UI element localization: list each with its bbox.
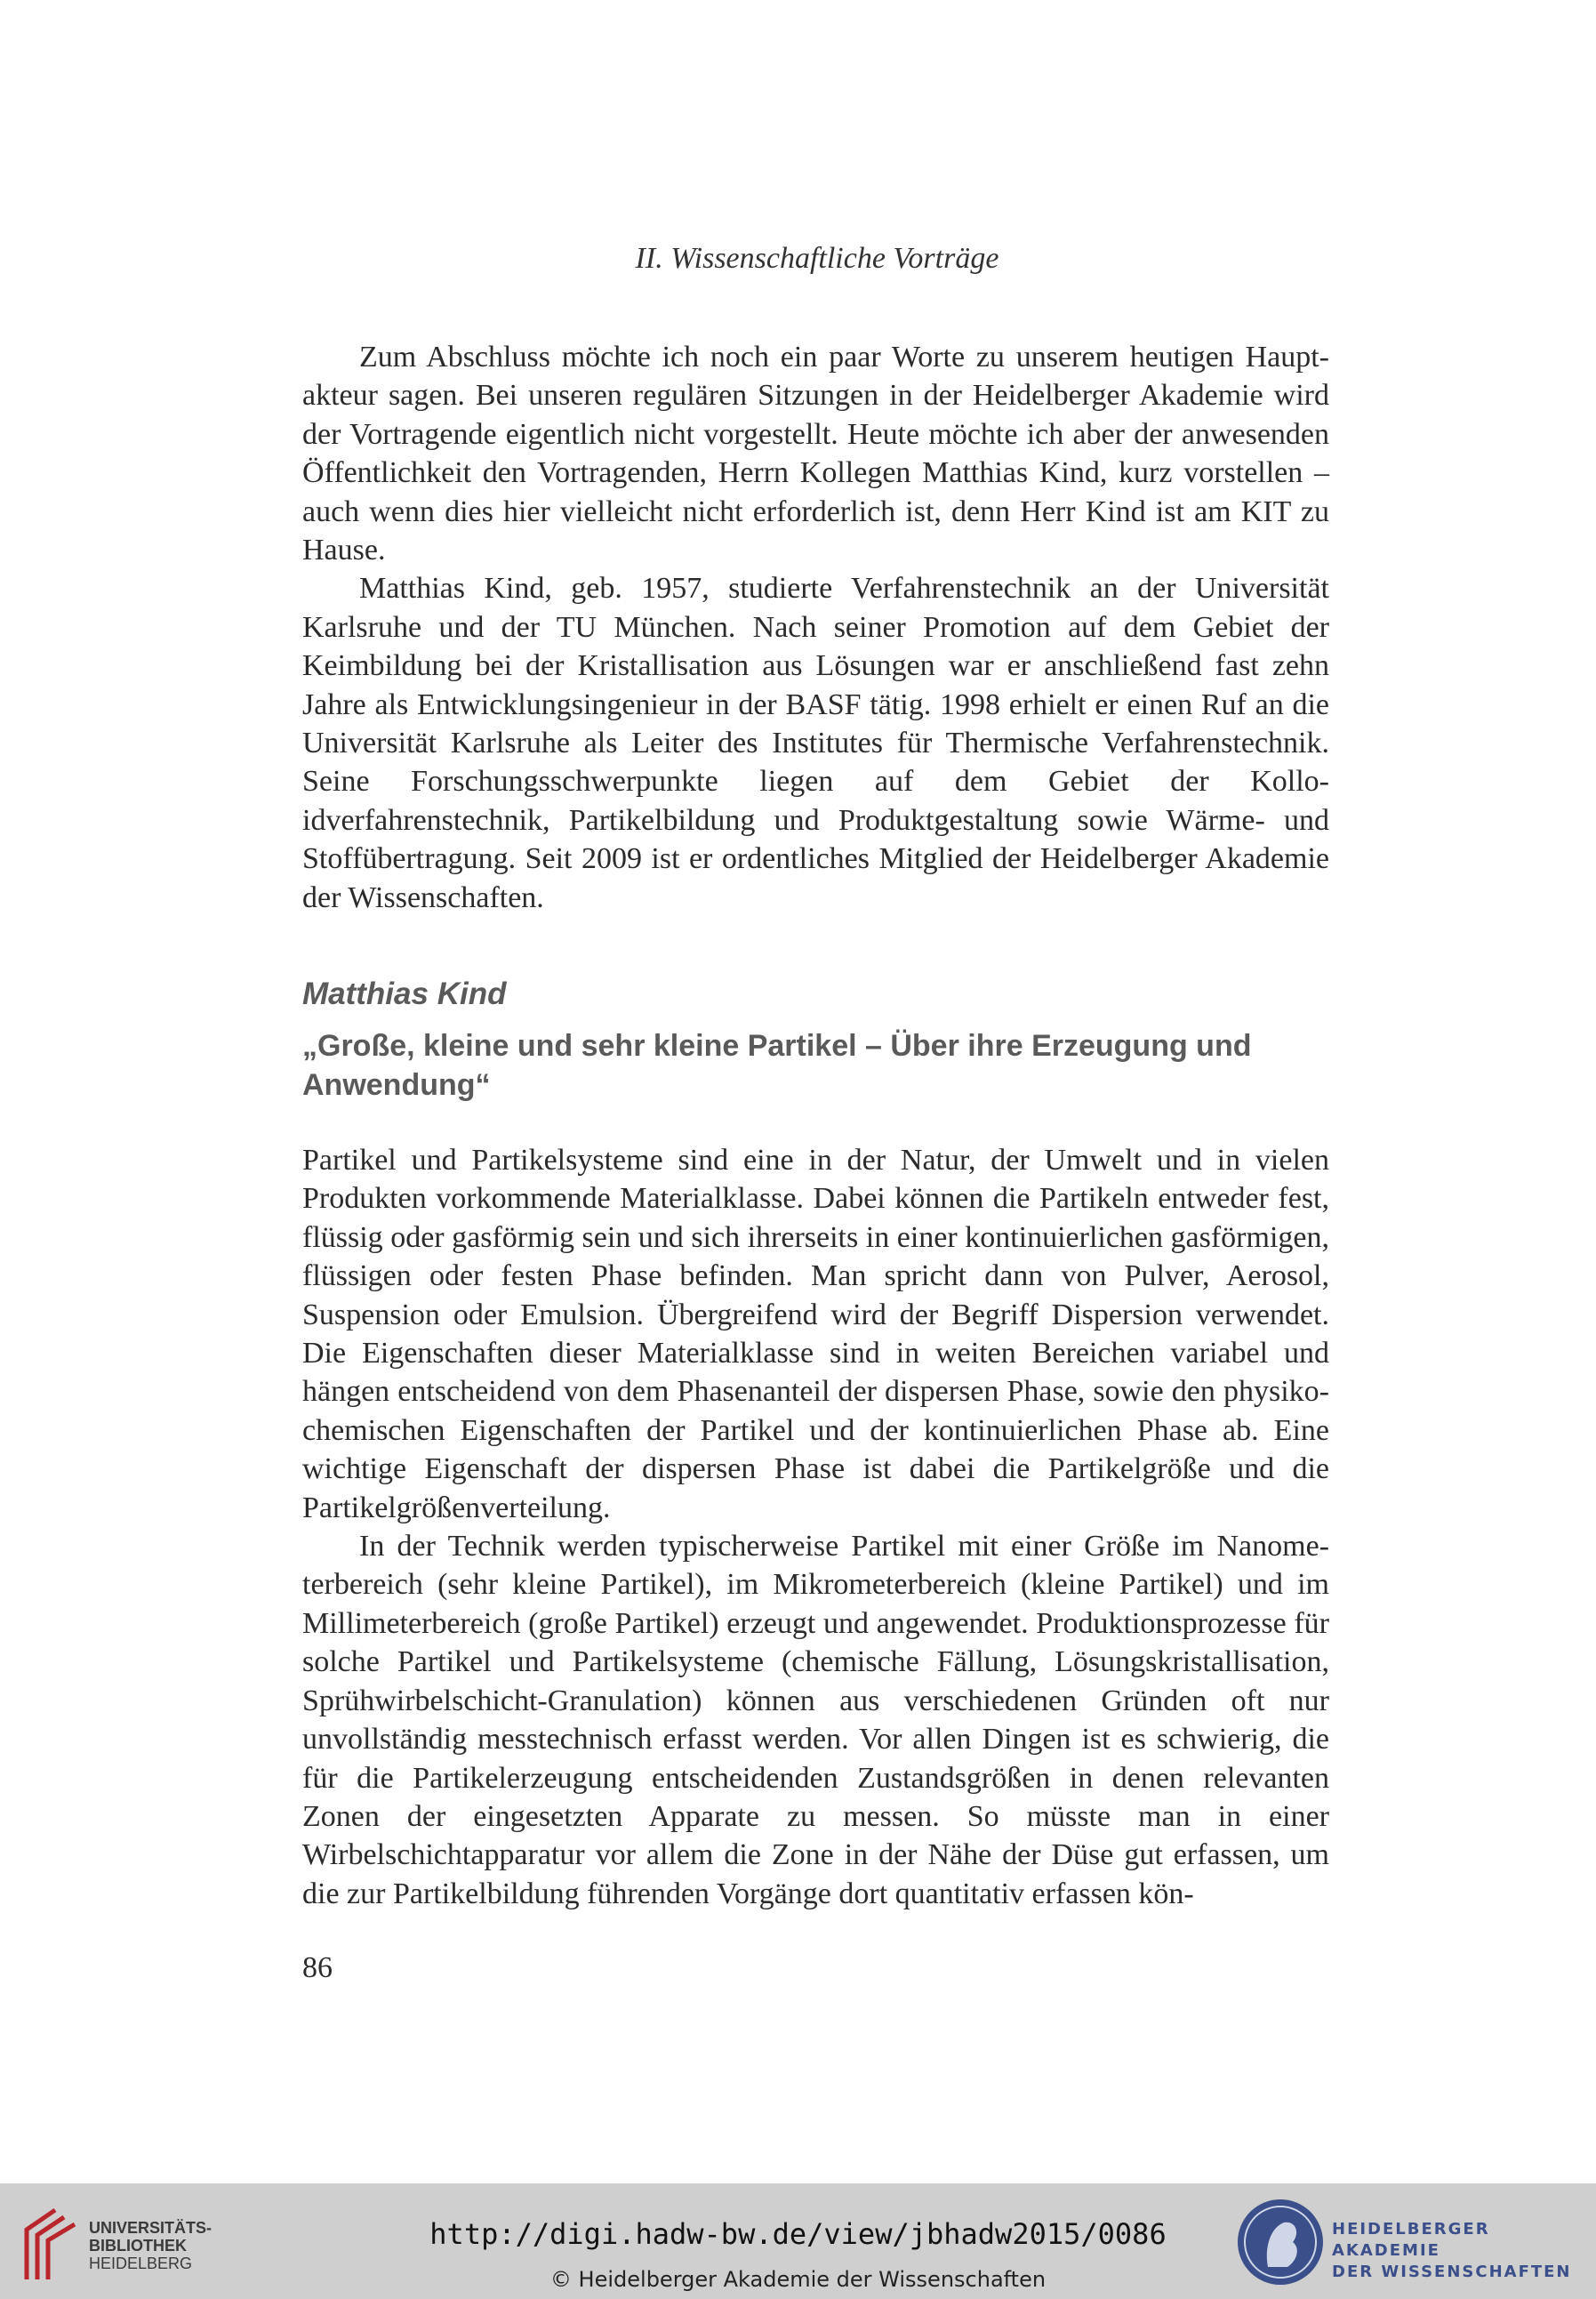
hadw-line1: HEIDELBERGER AKADEMIE xyxy=(1332,2220,1490,2260)
ub-line2: BIBLIOTHEK xyxy=(89,2237,187,2255)
body-paragraph: In der Technik werden typischerweise Partikel mit einer Größe im Nanometerbereich (sehr kleine Partikel), im Mikrometerbereich (kleine Partikel) und im Millimeterbereich (große Partikel) erzeugt und angewendet. Produktionsprozesse für solche Partikel und Partikelsysteme (chemische Fällung, Lösungskristallisation, Sprühwirbelschicht-Granulation) können aus verschiedenen Gründen oft nur unvollständig messtechnisch erfasst werden. Vor allen Dingen ist es schwierig, die für die Partikelerzeugung entscheidenden Zustandsgrößen in denen relevanten Zonen der eingesetzten Apparate zu messen. So müsste man in einer Wirbelschichtapparatur vor allem die Zone in der Nähe der Düse gut erfassen, um die zur Partikelbildung führenden Vorgänge dort quantitativ erfassen kön- xyxy=(302,1530,1329,1910)
running-header: II. Wissenschaftliche Vorträge xyxy=(635,242,999,275)
body-paragraph: Partikel und Partikelsysteme sind eine in der Natur, der Umwelt und in vielen Produkten vorkommende Materialklasse. Dabei können die Partikeln entweder fest, flüssig oder gasförmig sein und sich ihrerseits in einer kontinuierlichen gasförmigen, flüssigen oder festen Phase befinden. Man spricht dann von Pulver, Aerosol, Suspension oder Emulsion. Übergreifend wird der Begriff Dispersion verwendet. Die Eigenschaften dieser Materialklasse sind in weiten Bereichen variabel und hängen entscheidend von dem Phasenanteil der dispersen Phase, sowie den physiko-chemischen Eigenschaften der Partikel und der kontinuierlichen Phase ab. Eine wichtige Eigenschaft der dispersen Phase ist dabei die Partikelgröße und die Partikelgrößenverteilung. xyxy=(302,1144,1329,1524)
hadw-line2: DER WISSENSCHAFTEN xyxy=(1332,2263,1572,2281)
footer-bar xyxy=(0,2183,1596,2299)
ub-line3: HEIDELBERG xyxy=(89,2255,193,2272)
lecture-title: „Große, kleine und sehr kleine Partikel – Über ihre Erzeugung und Anwendung“ xyxy=(302,1029,1252,1102)
intro-section xyxy=(302,338,1329,917)
page-number: 86 xyxy=(302,1951,333,1984)
academy-seal-icon xyxy=(1234,2196,1327,2288)
author-name: Matthias Kind xyxy=(302,977,507,1011)
academy-name xyxy=(1332,2219,1596,2283)
ub-line1: UNIVERSITÄTS- xyxy=(89,2219,213,2237)
body-section xyxy=(302,1141,1329,1913)
permalink-url[interactable]: http://digi.hadw-bw.de/view/jbhadw2015/0086 xyxy=(429,2217,1167,2251)
copyright-notice: © Heidelberger Akademie der Wissenschaften xyxy=(549,2267,1047,2292)
bio-paragraph: Matthias Kind, geb. 1957, studierte Verfahrenstechnik an der Universität Karlsruhe und der TU München. Nach seiner Promotion auf dem Gebiet der Keimbildung bei der Kristallisation aus Lösungen war er anschließend fast zehn Jahre als Entwicklungsingenieur in der BASF tätig. 1998 erhielt er einen Ruf an die Universität Karlsruhe als Leiter des Institutes für Thermische Verfahrenstechnik. Seine Forschungsschwerpunkte liegen auf dem Gebiet der Kolloidverfahrenstechnik, Partikelbildung und Produktgestaltung sowie Wärme- und Stoffübertragung. Seit 2009 ist er ordentliches Mitglied der Heidelberger Akademie der Wissenschaften. xyxy=(302,572,1329,914)
intro-paragraph: Zum Abschluss möchte ich noch ein paar Worte zu unserem heutigen Hauptakteur sagen. Bei unseren regulären Sitzungen in der Heidelberger Akademie wird der Vortragende eigentlich nicht vorgestellt. Heute möchte ich aber der anwesenden Öffentlichkeit den Vortragenden, Herrn Kollegen Matthias Kind, kurz vorstellen – auch wenn dies hier vielleicht nicht erforderlich ist, denn Herr Kind ist am KIT zu Hause. xyxy=(302,341,1329,567)
